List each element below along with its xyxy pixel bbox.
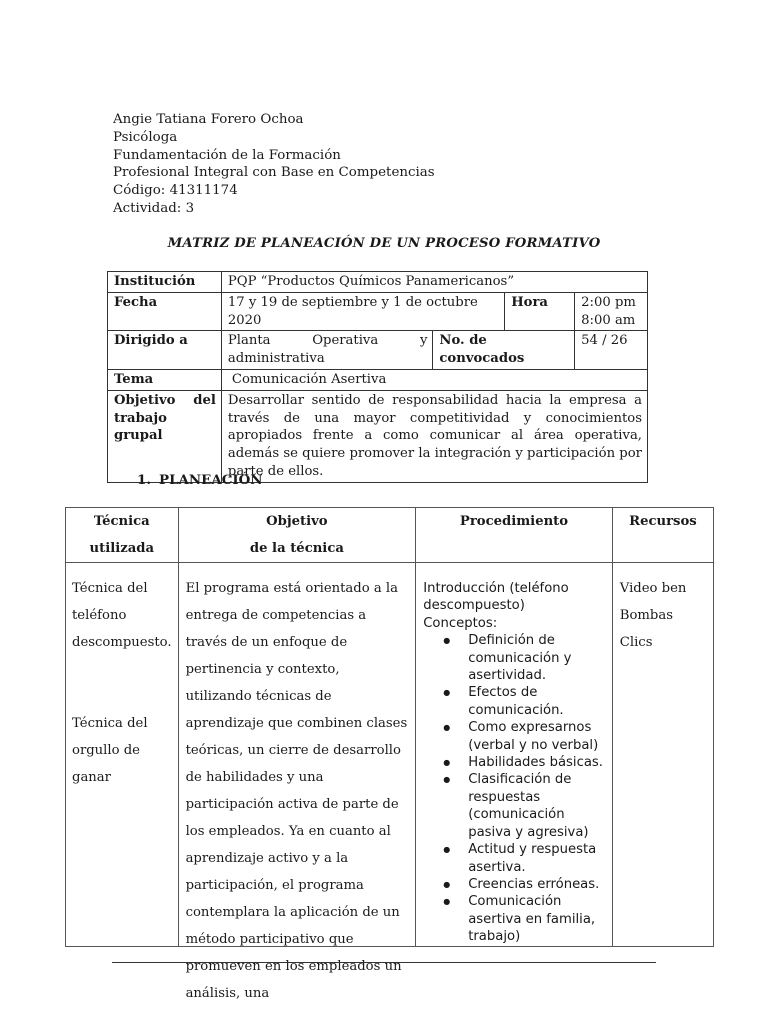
recurso-item: Video ben	[619, 581, 687, 596]
author-name: Angie Tatiana Forero Ochoa	[113, 112, 304, 127]
objetivo-label-word-2: del	[193, 392, 216, 408]
list-item: ● Habilidades básicas.	[468, 754, 608, 771]
section-heading	[137, 472, 263, 488]
tecnica-b-line-3: ganar	[72, 770, 111, 785]
header-objetivo-line-2: de la técnica	[249, 541, 344, 556]
course-name: Fundamentación de la Formación	[113, 147, 341, 163]
header-recursos-label: Recursos	[629, 514, 697, 529]
info-table	[107, 271, 648, 483]
tecnica-a-line-1: Técnica del	[72, 581, 148, 596]
list-item: ● Actitud y respuesta asertiva.	[468, 841, 608, 876]
activity-line: Actividad: 3	[113, 200, 195, 216]
hora-label: Hora	[505, 292, 575, 331]
tecnica-a-line-2: teléfono	[72, 608, 127, 623]
convocados-value: 54 / 26	[575, 331, 648, 370]
tecnica-cell	[66, 563, 179, 947]
hora-value	[575, 292, 648, 331]
header-procedimiento	[416, 508, 613, 563]
hora-value-1: 2:00 pm	[581, 294, 636, 310]
header-procedimiento-label: Procedimiento	[459, 514, 569, 529]
recursos-cell	[612, 563, 713, 947]
planning-header-row	[66, 508, 714, 563]
header-objetivo-line-1: Objetivo	[266, 514, 328, 529]
objetivo-cell	[178, 563, 416, 1001]
objetivo-label-word-1: Objetivo	[114, 392, 176, 408]
recurso-item: Clics	[619, 635, 653, 650]
section-number: 1.	[137, 472, 151, 488]
fecha-label: Fecha	[108, 292, 222, 331]
recurso-item: Bombas	[619, 608, 673, 623]
section-title: PLANEACIÓN	[159, 472, 263, 488]
institucion-label: Institución	[108, 272, 222, 293]
header-tecnica	[66, 508, 179, 563]
procedimiento-cell	[416, 563, 613, 947]
author-header	[113, 111, 435, 218]
info-row-objetivo	[108, 390, 648, 482]
header-tecnica-line-1: Técnica	[93, 514, 150, 529]
tecnica-spacer	[72, 656, 172, 710]
info-row-institucion	[108, 272, 648, 293]
planning-body-row	[66, 563, 714, 947]
list-item: ● Comunicación asertiva en familia, trabajo)	[468, 893, 608, 945]
dirigido-word-2: Operativa	[312, 333, 379, 349]
objetivo-value: Desarrollar sentido de responsabilidad hacia la empresa a través de una mayor competitividad y conocimientos apropiados frente a como comunicar al área operativa, además se quiere promover la integración y participación por parte de ellos.	[221, 390, 647, 482]
info-row-tema	[108, 369, 648, 390]
list-item: ● Definición de comunicación y asertividad.	[468, 632, 608, 684]
list-item: ● Como expresarnos (verbal y no verbal)	[468, 719, 608, 754]
tecnica-a-line-3: descompuesto.	[72, 635, 172, 650]
code-line: Código: 41311174	[113, 183, 238, 199]
proc-list	[423, 632, 608, 945]
header-recursos	[612, 508, 713, 563]
objetivo-text: El programa está orientado a la entrega de competencias a través de un enfoque de pertinencia y contexto, utilizando técnicas de aprendizaje que combinen clases teóricas, un cierre de desarrollo de habilidades y una participación activa de parte de los empleados. Ya en cuanto al aprendizaje activo y a la participación, el programa contemplara la aplicación de un método participativo que promueven en los empleados un análisis, una	[185, 581, 408, 1001]
document-title: MATRIZ DE PLANEACIÓN DE UN PROCESO FORMATIVO	[167, 236, 601, 251]
tema-label: Tema	[108, 369, 222, 390]
tema-value: Comunicación Asertiva	[221, 369, 647, 390]
info-row-fecha	[108, 292, 648, 331]
dirigido-line-2: administrativa	[227, 351, 325, 367]
hora-value-2: 8:00 am	[581, 312, 636, 328]
planning-table	[65, 507, 714, 1001]
dirigido-word-3: y	[419, 333, 428, 349]
list-item: ● Efectos de comunicación.	[468, 684, 608, 719]
proc-intro: Introducción (teléfono descompuesto)	[423, 581, 569, 614]
dirigido-word-1: Planta	[227, 333, 271, 349]
institucion-value: PQP “Productos Químicos Panamericanos”	[221, 272, 647, 293]
objetivo-label	[108, 390, 222, 482]
info-row-dirigido	[108, 331, 648, 370]
fecha-value: 17 y 19 de septiembre y 1 de octubre 2020	[221, 292, 504, 331]
objetivo-label-line-2: trabajo grupal	[114, 410, 167, 444]
author-profession: Psicóloga	[113, 129, 178, 145]
header-tecnica-line-2: utilizada	[89, 541, 155, 556]
dirigido-line-1	[228, 332, 428, 350]
footer-divider	[112, 962, 656, 963]
dirigido-value	[221, 331, 433, 370]
proc-conceptos: Conceptos:	[423, 615, 498, 631]
list-item: ● Clasificación de respuestas (comunicación pasiva y agresiva)	[468, 771, 608, 841]
list-item: ● Creencias erróneas.	[468, 876, 608, 893]
dirigido-label: Dirigido a	[108, 331, 222, 370]
program-name: Profesional Integral con Base en Competencias	[113, 165, 435, 181]
objetivo-label-line-1	[114, 392, 216, 410]
tecnica-b-line-1: Técnica del	[72, 716, 148, 731]
header-objetivo	[178, 508, 416, 563]
tecnica-b-line-2: orgullo de	[72, 743, 140, 758]
convocados-label: No. de convocados	[433, 331, 575, 370]
